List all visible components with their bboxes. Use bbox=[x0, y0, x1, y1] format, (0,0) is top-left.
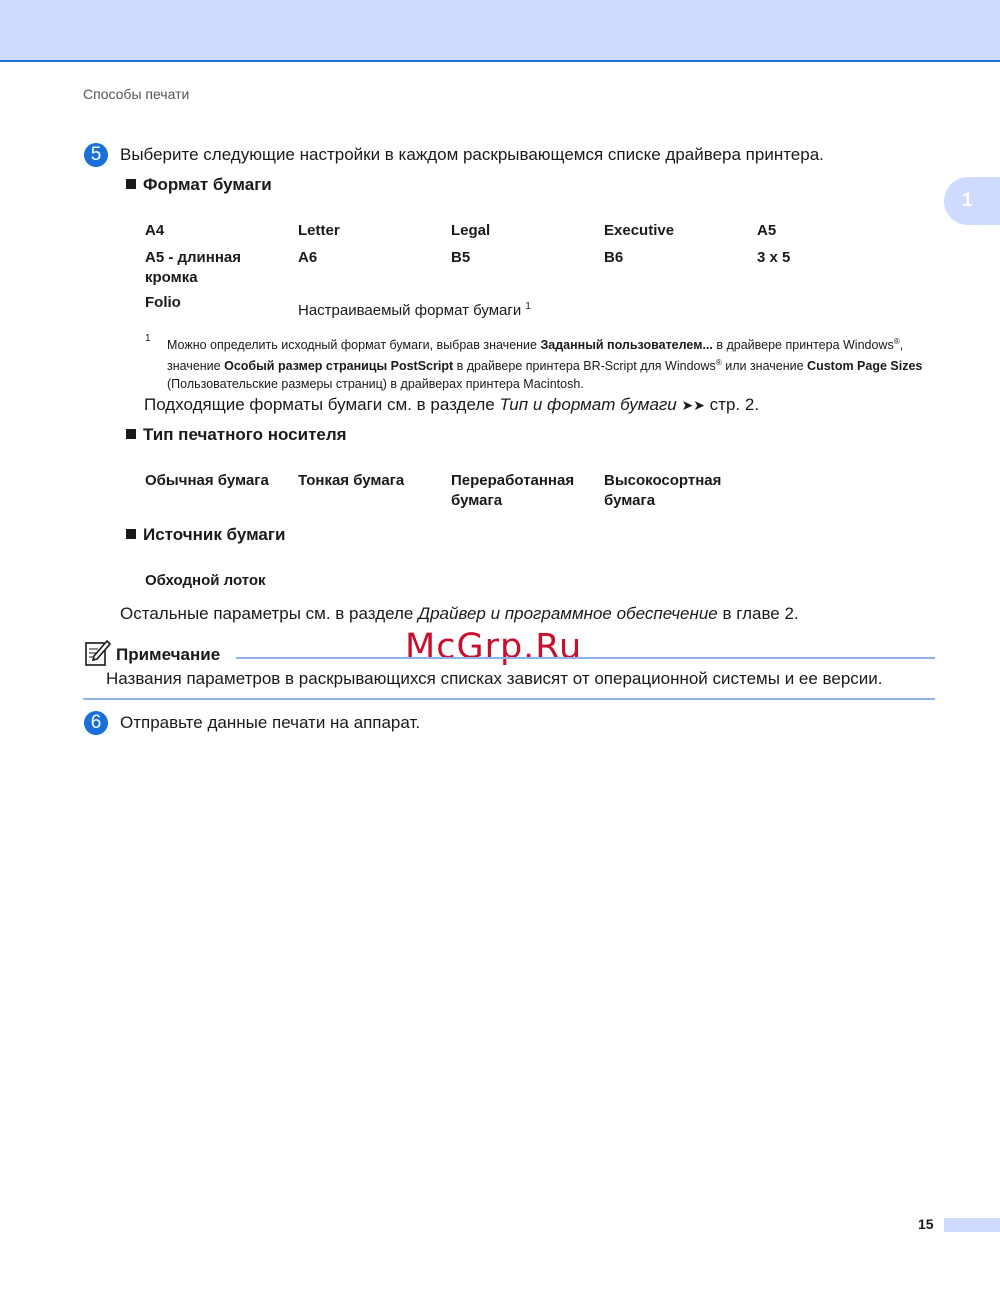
note-text: Названия параметров в раскрывающихся списках зависят от операционной системы и ее версии. bbox=[106, 669, 883, 688]
section-paper-source bbox=[126, 525, 285, 545]
header-band bbox=[0, 0, 1000, 62]
paper-size-cell: Executive bbox=[604, 222, 675, 239]
footnote-part: (Пользовательские размеры страниц) в драйверах принтера Macintosh. bbox=[167, 377, 584, 392]
footnote-part: в драйвере принтера BR-Script для Windows bbox=[453, 359, 716, 374]
footnote-part: или значение bbox=[721, 359, 808, 374]
registered-mark: ® bbox=[893, 337, 900, 346]
media-type-cell: Тонкая бумага bbox=[298, 472, 405, 489]
paper-size-cell: A5 - длинная кромка bbox=[145, 249, 241, 286]
paper-size-reference bbox=[144, 395, 759, 415]
section-media-type bbox=[126, 425, 347, 445]
paper-size-cell: Folio bbox=[145, 294, 181, 311]
note-divider-bottom bbox=[83, 698, 935, 700]
other-params-suffix: в главе 2. bbox=[717, 604, 799, 623]
footnote-number: 1 bbox=[145, 333, 151, 344]
paper-size-cell: A6 bbox=[298, 249, 318, 266]
footnote-part: Можно определить исходный формат бумаги, выбрав значение bbox=[167, 338, 541, 353]
other-params-prefix: Остальные параметры см. в разделе bbox=[120, 604, 419, 623]
running-title: Способы печати bbox=[83, 86, 190, 102]
media-type-cell: Переработанная бумага bbox=[451, 472, 575, 509]
reference-prefix: Подходящие форматы бумаги см. в разделе bbox=[144, 395, 500, 414]
media-type-cell: Высокосортная бумага bbox=[604, 472, 722, 509]
bullet-square-icon bbox=[126, 179, 136, 189]
paper-size-cell: A4 bbox=[145, 222, 165, 239]
page-number-tab bbox=[944, 1218, 1000, 1232]
section-paper-size bbox=[126, 175, 272, 195]
step-5-badge: 5 bbox=[84, 143, 108, 167]
note-pencil-icon bbox=[83, 639, 111, 667]
paper-size-cell: Legal bbox=[451, 222, 491, 239]
section-paper-source-title: Источник бумаги bbox=[143, 525, 286, 544]
paper-size-cell: 3 x 5 bbox=[757, 249, 791, 266]
section-media-type-title: Тип печатного носителя bbox=[143, 425, 347, 444]
footnote-reference: 1 bbox=[525, 301, 531, 312]
paper-size-cell: A5 bbox=[757, 222, 777, 239]
footnote-bold: Особый размер страницы PostScript bbox=[224, 359, 454, 374]
page-number: 15 bbox=[918, 1216, 934, 1232]
note-divider-top bbox=[236, 657, 935, 659]
step-6-text: Отправьте данные печати на аппарат. bbox=[120, 713, 421, 732]
step-6-badge: 6 bbox=[84, 711, 108, 735]
paper-size-custom-cell bbox=[298, 297, 531, 321]
media-type-cell: Обычная бумага bbox=[145, 472, 269, 489]
chapter-tab: 1 bbox=[944, 177, 1000, 225]
other-params-line bbox=[120, 604, 799, 624]
footnote-bold: Custom Page Sizes bbox=[807, 359, 923, 374]
watermark: McGrp.Ru bbox=[405, 627, 583, 667]
bullet-square-icon bbox=[126, 429, 136, 439]
reference-suffix: стр. 2. bbox=[704, 395, 760, 414]
footnote-text bbox=[167, 333, 942, 393]
footnote-bold: Заданный пользователем... bbox=[540, 338, 713, 353]
section-paper-size-title: Формат бумаги bbox=[143, 175, 272, 194]
step-5-text: Выберите следующие настройки в каждом раскрывающемся списке драйвера принтера. bbox=[120, 145, 824, 164]
paper-size-custom-label: Настраиваемый формат бумаги bbox=[298, 302, 522, 319]
bullet-square-icon bbox=[126, 529, 136, 539]
paper-source-cell: Обходной лоток bbox=[145, 572, 266, 589]
note-title: Примечание bbox=[116, 645, 221, 664]
reference-link: Тип и формат бумаги bbox=[499, 395, 677, 414]
footnote-part: в драйвере принтера Windows bbox=[712, 338, 894, 353]
registered-mark: ® bbox=[715, 358, 722, 368]
footnote-part: , значение bbox=[167, 338, 904, 374]
other-params-link: Драйвер и программное обеспечение bbox=[418, 604, 718, 623]
double-arrow-icon: ➤➤ bbox=[681, 397, 705, 413]
paper-size-cell: B5 bbox=[451, 249, 471, 266]
paper-size-cell: Letter bbox=[298, 222, 340, 239]
paper-size-cell: B6 bbox=[604, 249, 624, 266]
